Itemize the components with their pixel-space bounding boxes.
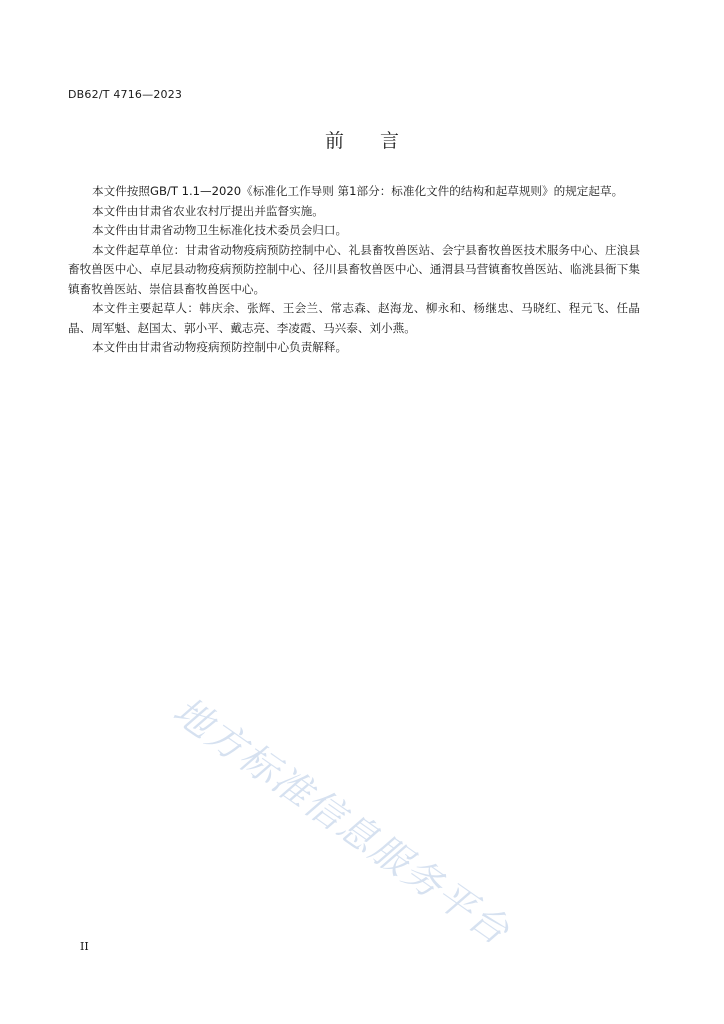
paragraph-drafters: 本文件主要起草人：韩庆余、张辉、王会兰、常志森、赵海龙、柳永和、杨继忠、马晓红、程元飞、任晶晶、周军魁、赵国太、郭小平、戴志亮、李凌霞、马兴泰、刘小燕。 (68, 301, 640, 335)
document-code: DB62/T 4716—2023 (68, 88, 183, 101)
paragraph-committee: 本文件由甘肃省动物卫生标准化技术委员会归口。 (92, 223, 348, 237)
foreword-body (68, 182, 640, 358)
paragraph-drafting-units: 本文件起草单位：甘肃省动物疫病预防控制中心、礼县畜牧兽医站、会宁县畜牧兽医技术服务中心、庄浪县畜牧兽医中心、卓尼县动物疫病预防控制中心、径川县畜牧兽医中心、通渭县马营镇畜牧兽医站、临洮县衙下集镇畜牧兽医站、崇信县畜牧兽医中心。 (68, 242, 640, 296)
paragraph-proposer: 本文件由甘肃省农业农村厅提出并监督实施。 (92, 203, 324, 218)
paragraph-drafting-rules: 本文件按照GB/T 1.1—2020《标准化工作导则 第1部分：标准化文件的结构和起草规则》的规定起草。 (92, 184, 624, 198)
watermark: 地方标准信息服务平台 (165, 688, 519, 954)
page-number: II (80, 940, 89, 953)
paragraph-interpretation: 本文件由甘肃省动物疫病预防控制中心负责解释。 (92, 340, 348, 354)
page-title: 前言 (324, 130, 435, 152)
